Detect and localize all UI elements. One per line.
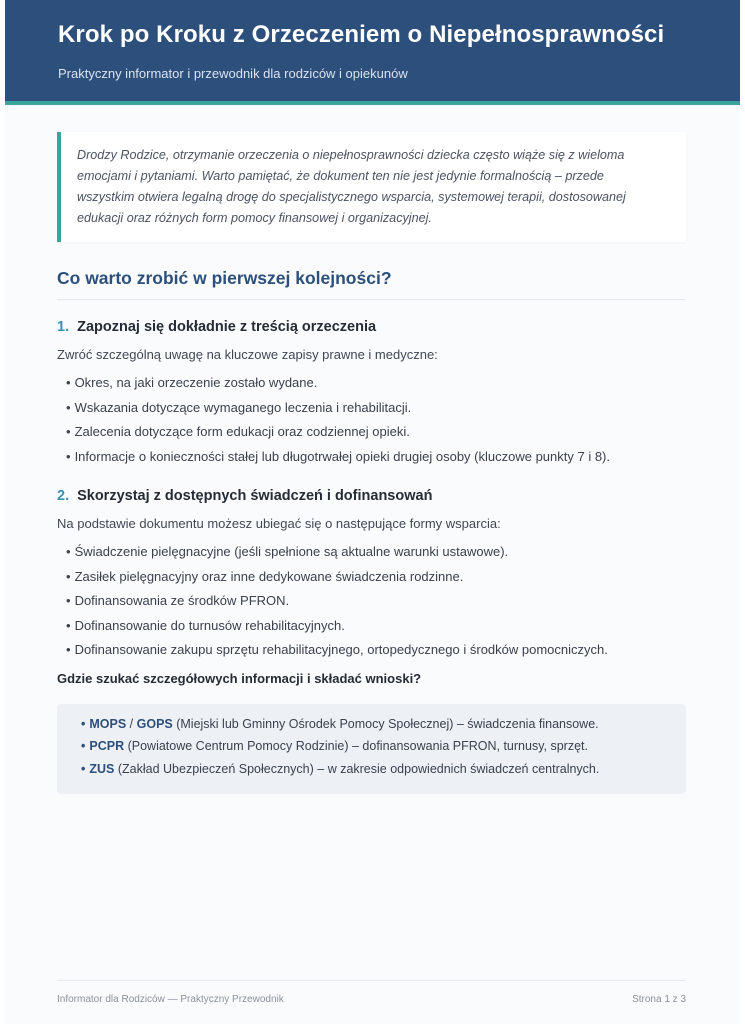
step-heading-1 bbox=[57, 319, 686, 335]
abbr-gops: GOPS bbox=[136, 716, 173, 731]
page-title: Krok po Kroku z Orzeczeniem o Niepełnosprawności bbox=[58, 21, 665, 48]
step-number: 2. bbox=[57, 488, 70, 504]
abbr-zus: ZUS bbox=[89, 761, 115, 776]
list-item: • Dofinansowanie zakupu sprzętu rehabilitacyjnego, ortopedycznego i środków pomocniczych. bbox=[66, 638, 686, 663]
list-item: • Wskazania dotyczące wymaganego leczenia i rehabilitacji. bbox=[66, 396, 686, 421]
list-item: • Informacje o konieczności stałej lub długotrwałej opieki drugiej osoby (kluczowe punkty 7 i 8). bbox=[66, 445, 686, 470]
page-header bbox=[5, 0, 740, 105]
info-row-zus bbox=[81, 758, 686, 781]
footer-title: Informator dla Rodziców — Praktyczny Przewodnik bbox=[57, 994, 284, 1005]
step-description: Na podstawie dokumentu możesz ubiegać się o następujące formy wsparcia: bbox=[57, 516, 501, 531]
list-item: • Zasiłek pielęgnacyjny oraz inne dedykowane świadczenia rodzinne. bbox=[66, 565, 686, 590]
page-footer bbox=[57, 980, 686, 1005]
page-number: Strona 1 z 3 bbox=[632, 994, 686, 1005]
list-item: • Świadczenie pielęgnacyjne (jeśli spełnione są aktualne warunki ustawowe). bbox=[66, 540, 686, 565]
page-subtitle: Praktyczny informator i przewodnik dla rodziców i opiekunów bbox=[58, 66, 408, 81]
step-heading-text: Skorzystaj z dostępnych świadczeń i dofinansowań bbox=[77, 488, 433, 504]
abbr-separator: / bbox=[126, 716, 137, 731]
step-heading-text: Zapoznaj się dokładnie z treścią orzeczenia bbox=[77, 319, 377, 335]
list-item: • Zalecenia dotyczące form edukacji oraz codziennej opieki. bbox=[66, 420, 686, 445]
list-item: • Dofinansowania ze środków PFRON. bbox=[66, 589, 686, 614]
info-text: (Powiatowe Centrum Pomocy Rodzinie) – dofinansowania PFRON, turnusy, sprzęt. bbox=[124, 739, 588, 753]
step-description: Zwróć szczególną uwagę na kluczowe zapisy prawne i medyczne: bbox=[57, 347, 438, 362]
abbr-mops: MOPS bbox=[89, 716, 127, 731]
info-row-mops-gops bbox=[81, 713, 686, 736]
list-item: • Okres, na jaki orzeczenie zostało wydane. bbox=[66, 371, 686, 396]
intro-note: Drodzy Rodzice, otrzymanie orzeczenia o niepełnosprawności dziecka często wiąże się z wieloma emocjami i pytaniami. Warto pamiętać, że dokument ten nie jest jedynie formalnością – przede wszystkim otwiera legalną drogę do specjalistycznego wsparcia, systemowej terapii, dostosowanej edukacji oraz różnych form pomocy finansowej i organizacyjnej. bbox=[57, 132, 686, 242]
section-title: Co warto zrobić w pierwszej kolejności? bbox=[57, 268, 686, 300]
info-box bbox=[57, 704, 686, 795]
info-text: (Zakład Ubezpieczeń Społecznych) – w zakresie odpowiednich świadczeń centralnych. bbox=[114, 761, 600, 776]
where-heading: Gdzie szukać szczegółowych informacji i składać wnioski? bbox=[57, 670, 422, 686]
step-number: 1. bbox=[57, 319, 70, 335]
bullet-list bbox=[57, 540, 686, 663]
list-item: • Dofinansowanie do turnusów rehabilitacyjnych. bbox=[66, 614, 686, 639]
main-content bbox=[5, 132, 740, 794]
abbr-pcpr: PCPR bbox=[89, 739, 125, 753]
step-heading-2 bbox=[57, 488, 686, 504]
info-text: (Miejski lub Gminny Ośrodek Pomocy Społecznej) – świadczenia finansowe. bbox=[172, 716, 599, 731]
info-row-pcpr bbox=[81, 735, 686, 758]
bullet-list bbox=[57, 371, 686, 469]
page bbox=[5, 0, 740, 1024]
